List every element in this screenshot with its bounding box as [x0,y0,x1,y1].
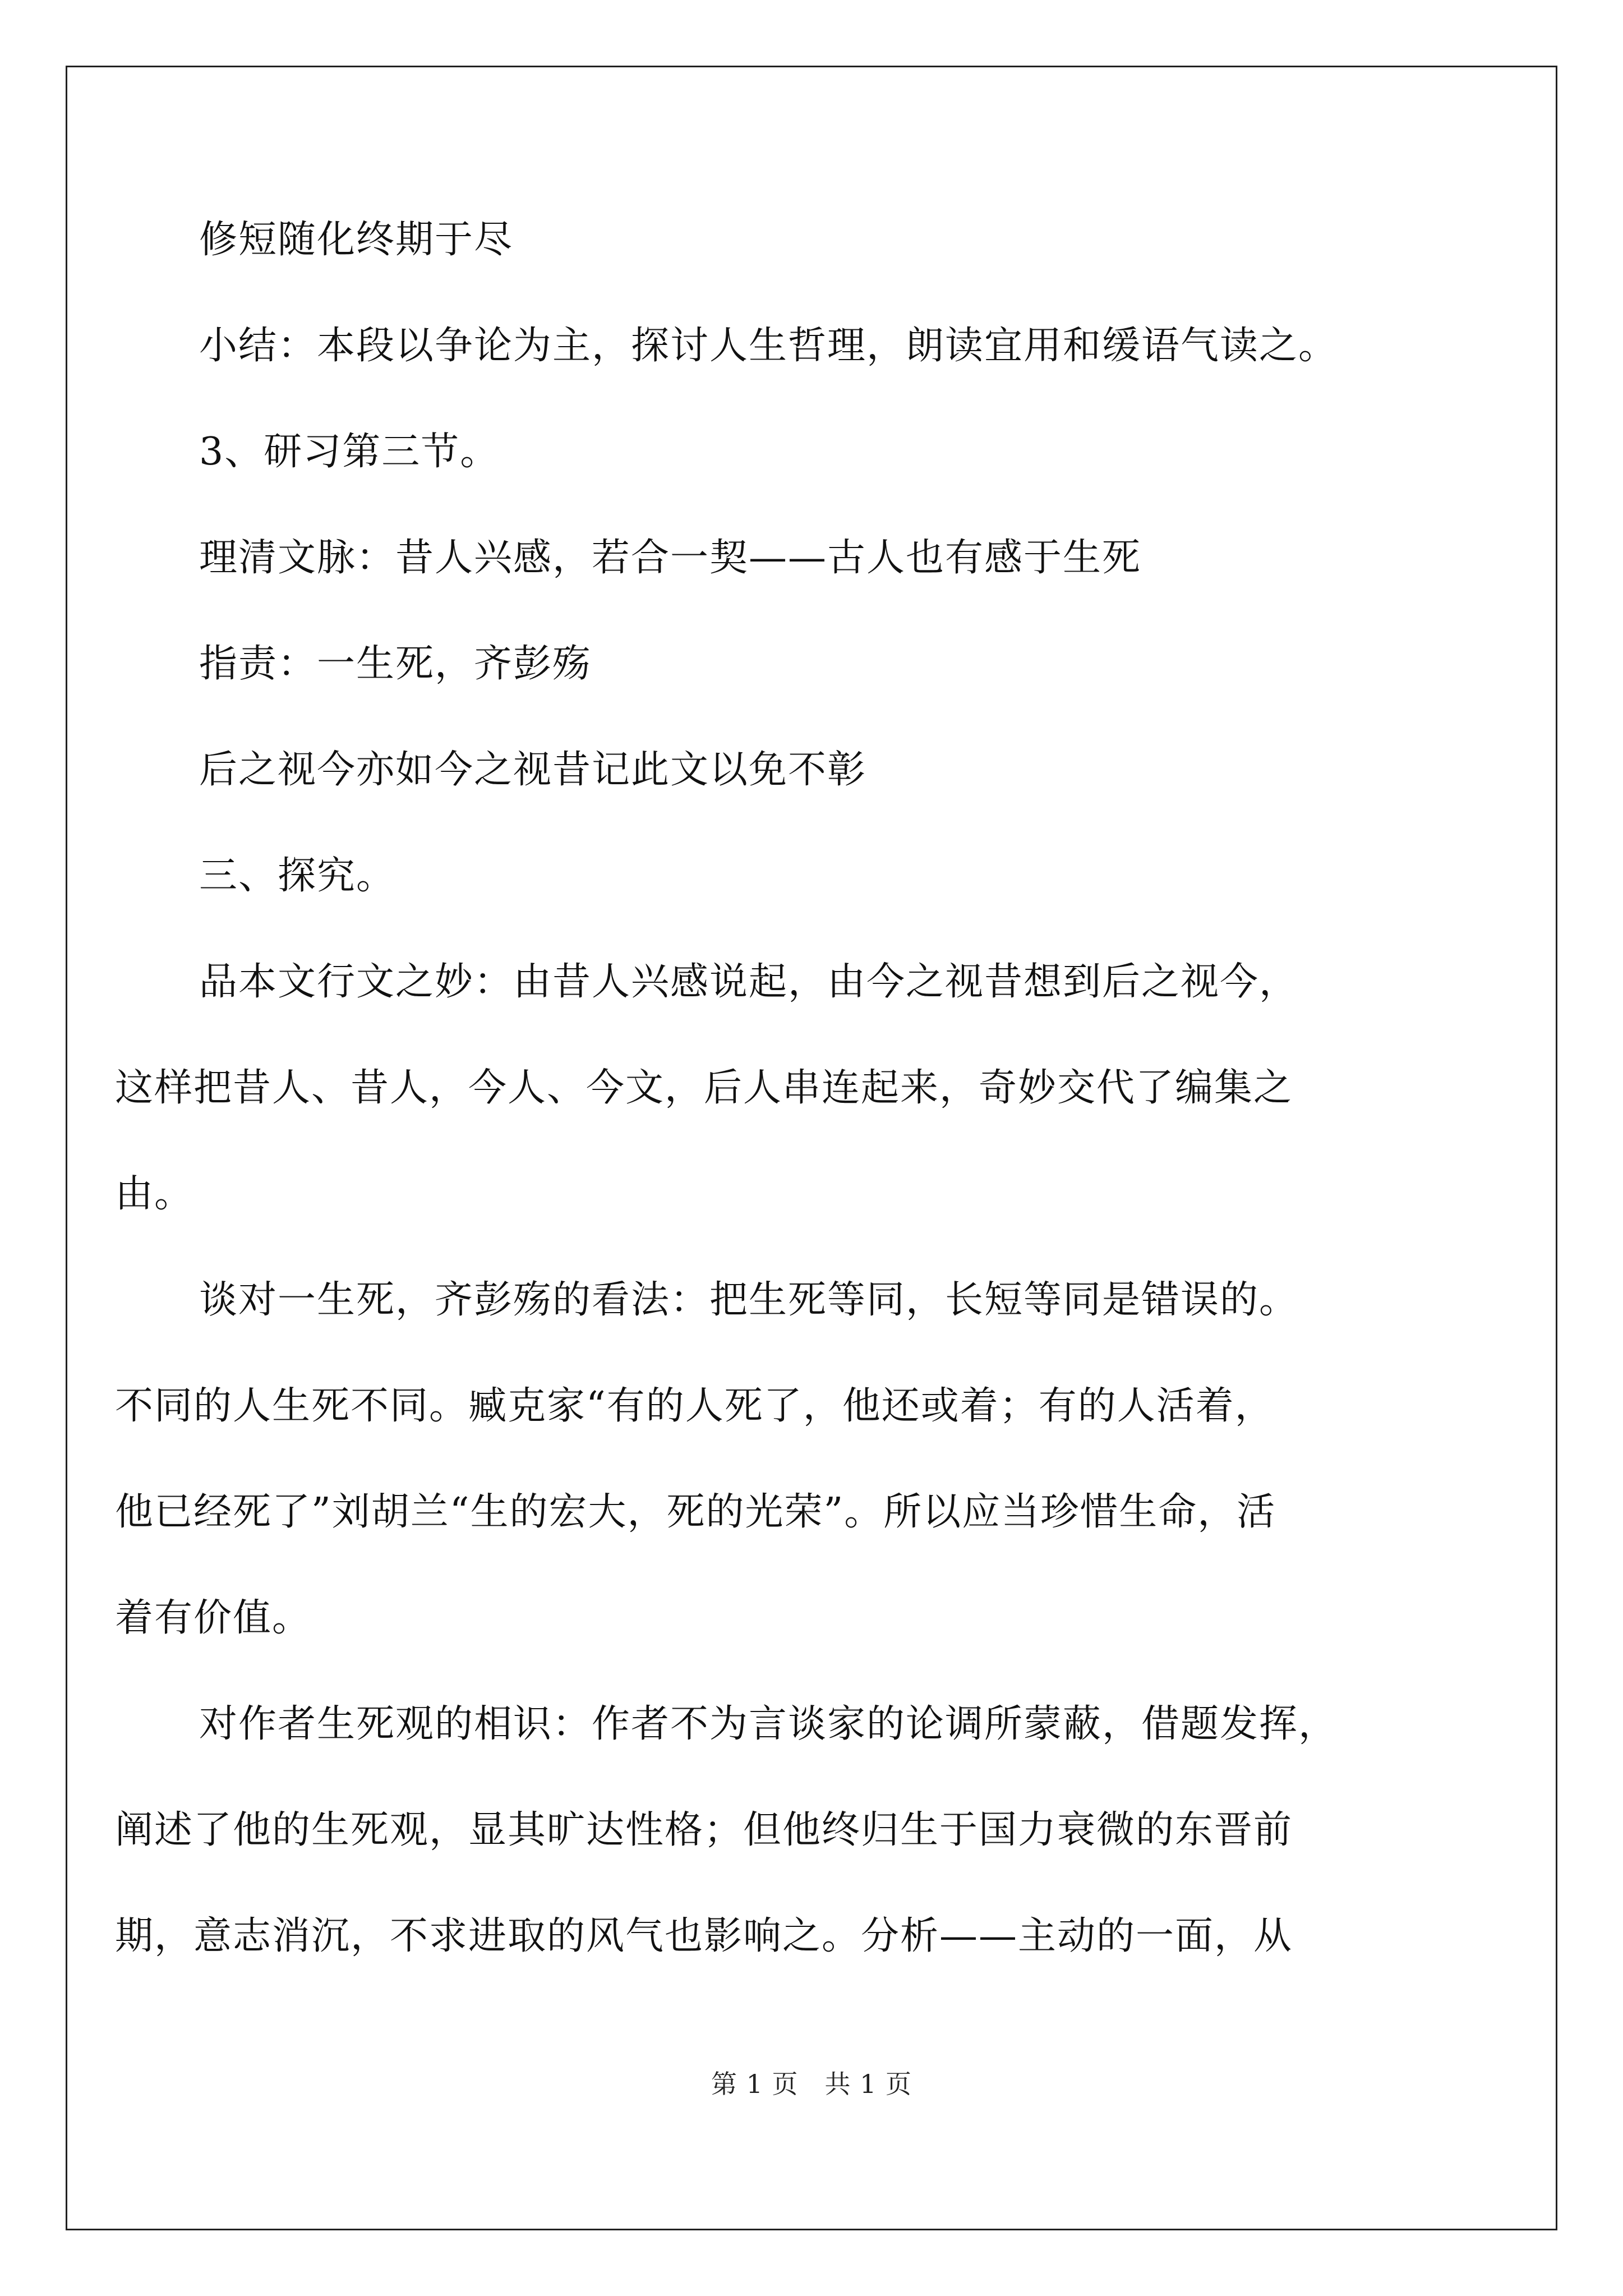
page-number-footer: 第 1 页 共 1 页 [711,2069,912,2099]
text-line: 3、研习第三节。 [199,430,500,474]
text-line: 品本文行文之妙：由昔人兴感说起，由今之视昔想到后之视今， [199,960,1299,1004]
text-line: 阐述了他的生死观，显其旷达性格；但他终归生于国力衰微的东晋前 [115,1808,1293,1852]
text-line: 不同的人生死不同。臧克家“有的人死了，他还或着；有的人活着， [115,1384,1274,1428]
text-line: 谈对一生死，齐彭殇的看法：把生死等同，长短等同是错误的。 [199,1278,1299,1322]
document-body [115,213,1444,1963]
text-line: 着有价值。 [115,1596,312,1640]
text-line: 理清文脉：昔人兴感，若合一契——古人也有感于生死 [199,536,1142,580]
text-line: 他已经死了”刘胡兰“生的宏大，死的光荣”。所以应当珍惜生命，活 [115,1490,1276,1534]
text-line: 修短随化终期于尽 [199,218,514,262]
text-line: 三、探究。 [199,854,396,898]
text-line: 这样把昔人、昔人，今人、今文，后人串连起来，奇妙交代了编集之 [115,1066,1293,1110]
text-line: 小结：本段以争论为主，探讨人生哲理，朗读宜用和缓语气读之。 [199,324,1338,368]
text-line: 后之视今亦如今之视昔记此文以免不彰 [199,748,867,792]
text-line: 由。 [115,1172,194,1216]
text-line: 对作者生死观的相识：作者不为言谈家的论调所蒙蔽，借题发挥， [199,1702,1338,1746]
text-line: 指责：一生死，齐彭殇 [199,642,592,686]
text-line: 期，意志消沉，不求进取的风气也影响之。分析——主动的一面，从 [115,1914,1293,1958]
